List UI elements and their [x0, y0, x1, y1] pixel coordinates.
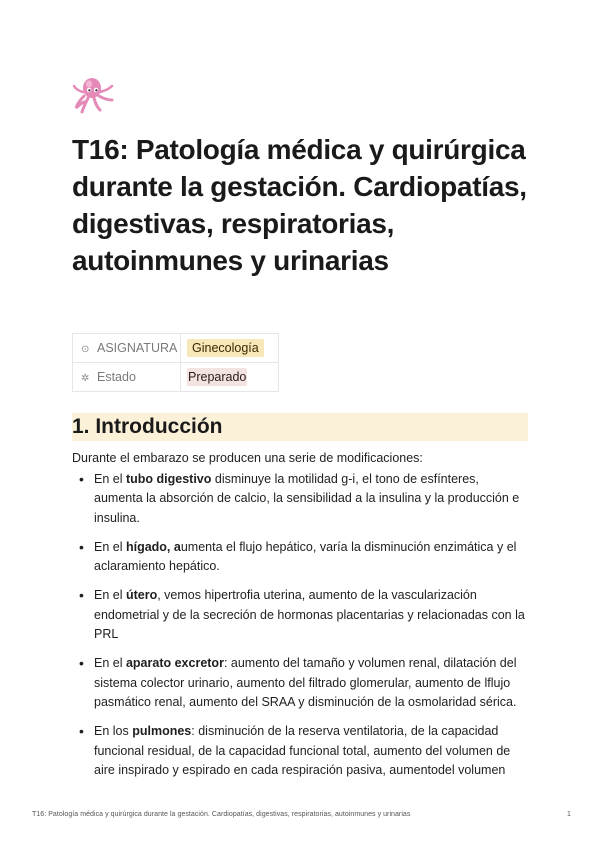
squid-icon [72, 74, 116, 114]
list-item: • En los pulmones: disminución de la reserva ventilatoria, de la capacidad funcional residual, de la capacidad funcional total, aumento del volumen de aire inspirado y espirado en cada respiración pasiva, aumentodel volumen [72, 722, 530, 780]
bullet-list [72, 470, 530, 790]
page-title: T16: Patología médica y quirúrgica durante la gestación. Cardiopatías, digestivas, respiratorias, autoinmunes y urinarias [72, 134, 527, 276]
status-icon: ✲ [81, 373, 90, 384]
property-key: Estado [97, 370, 136, 384]
properties-table [72, 333, 279, 392]
property-value-tag: Preparado [188, 370, 247, 384]
page-number: 1 [567, 811, 571, 818]
list-item: • En el aparato excretor: aumento del tamaño y volumen renal, dilatación del sistema colector urinario, aumento del filtrado glomerular, aumento de lflujo pasmático renal, aumento del SRAA y disminución de la osmolaridad sérica. [72, 654, 530, 712]
select-icon: ⊙ [81, 344, 90, 355]
list-item: • En el hígado, aumenta el flujo hepático, varía la disminución enzimática y el aclaramiento hepático. [72, 538, 530, 577]
list-item: • En el tubo digestivo disminuye la motilidad g-i, el tono de esfínteres, aumenta la absorción de calcio, la sensibilidad a la insulina y la producción e insulina. [72, 470, 530, 528]
property-key: ASIGNATURA [97, 341, 178, 355]
property-row-estado[interactable] [73, 363, 279, 392]
page-footer: T16: Patología médica y quirúrgica durante la gestación. Cardiopatías, digestivas, respiratorias, autoinmunes y urinarias [32, 811, 411, 818]
property-value-tag: Ginecología [187, 339, 264, 357]
property-row-asignatura[interactable] [73, 334, 279, 363]
list-item: • En el útero, vemos hipertrofia uterina, aumento de la vascularización endometrial y de la secreción de hormonas placentarias y relacionadas con la PRL [72, 586, 530, 644]
intro-paragraph: Durante el embarazo se producen una serie de modificaciones: [72, 451, 423, 465]
section-heading: 1. Introducción [72, 413, 528, 441]
